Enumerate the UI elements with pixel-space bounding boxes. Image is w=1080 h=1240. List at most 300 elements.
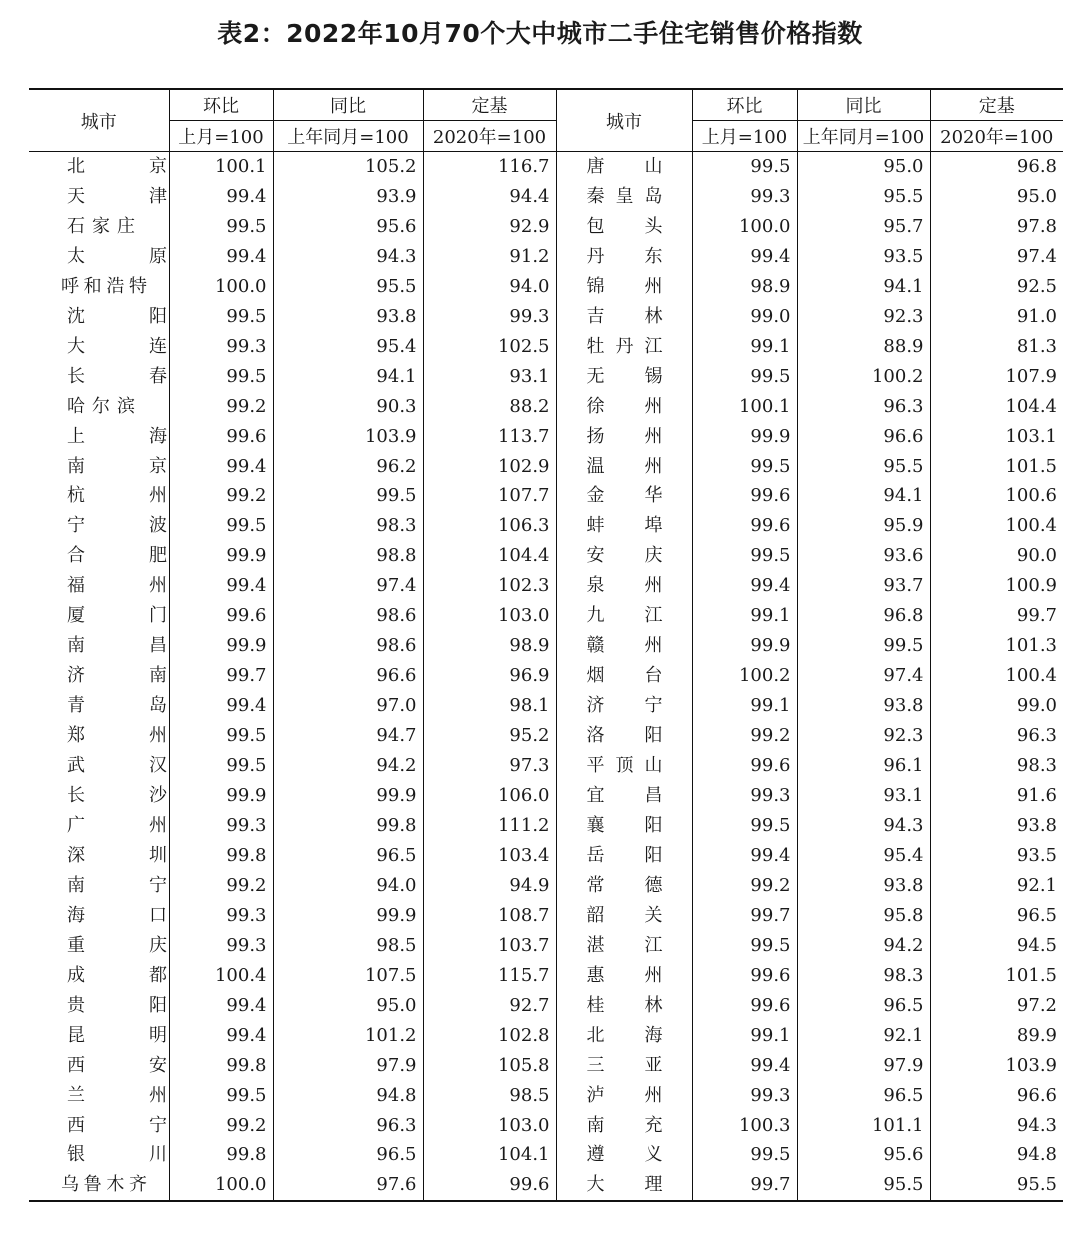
yoy-value-right: 98.3	[797, 961, 930, 991]
mom-value-right: 99.5	[692, 452, 797, 482]
fixed-value-left: 107.7	[423, 481, 556, 511]
yoy-value-left: 93.9	[273, 182, 423, 212]
yoy-value-right: 95.6	[797, 1140, 930, 1170]
city-name-left	[29, 182, 169, 212]
yoy-value-left: 98.3	[273, 511, 423, 541]
header-mom-left: 环比	[169, 89, 273, 121]
mom-value-right: 99.3	[692, 781, 797, 811]
city-label: 石家庄	[67, 215, 135, 237]
mom-value-right: 99.1	[692, 332, 797, 362]
mom-value-left: 100.0	[169, 272, 273, 302]
city-name-right	[556, 1140, 692, 1170]
city-name-right	[556, 781, 692, 811]
city-name-left	[29, 452, 169, 482]
fixed-value-right: 94.5	[930, 931, 1063, 961]
city-label: 北海	[586, 1024, 663, 1046]
city-name-left	[29, 721, 169, 751]
yoy-value-right: 94.2	[797, 931, 930, 961]
city-label: 平顶山	[586, 755, 663, 777]
city-label: 海口	[67, 904, 167, 926]
city-name-left	[29, 1081, 169, 1111]
yoy-value-right: 93.8	[797, 871, 930, 901]
city-name-right	[556, 362, 692, 392]
city-label: 天津	[67, 185, 167, 207]
table-body	[29, 152, 1063, 1202]
header-yoy-left: 同比	[273, 89, 423, 121]
table-row	[29, 601, 1063, 631]
city-label: 合肥	[67, 545, 167, 567]
city-name-left	[29, 571, 169, 601]
table-row	[29, 541, 1063, 571]
fixed-value-left: 108.7	[423, 901, 556, 931]
city-name-left	[29, 481, 169, 511]
mom-value-right: 99.6	[692, 961, 797, 991]
mom-value-right: 99.6	[692, 991, 797, 1021]
fixed-value-left: 98.1	[423, 691, 556, 721]
city-name-left	[29, 781, 169, 811]
yoy-value-right: 92.3	[797, 721, 930, 751]
mom-value-left: 99.5	[169, 212, 273, 242]
city-name-right	[556, 452, 692, 482]
mom-value-left: 99.2	[169, 1111, 273, 1141]
city-name-right	[556, 481, 692, 511]
yoy-value-right: 96.5	[797, 1081, 930, 1111]
mom-value-left: 99.5	[169, 751, 273, 781]
table-row	[29, 511, 1063, 541]
mom-value-right: 99.9	[692, 422, 797, 452]
city-label: 福州	[67, 575, 167, 597]
city-label: 泸州	[586, 1084, 663, 1106]
city-name-left	[29, 691, 169, 721]
table-row	[29, 332, 1063, 362]
yoy-value-left: 99.9	[273, 781, 423, 811]
yoy-value-left: 99.5	[273, 481, 423, 511]
mom-value-right: 98.9	[692, 272, 797, 302]
fixed-value-left: 115.7	[423, 961, 556, 991]
header-fixed-base-right: 2020年=100	[930, 121, 1063, 152]
city-name-right	[556, 1170, 692, 1201]
yoy-value-left: 96.3	[273, 1111, 423, 1141]
city-name-left	[29, 811, 169, 841]
city-label: 沈阳	[67, 305, 167, 327]
table-row	[29, 631, 1063, 661]
city-name-left	[29, 991, 169, 1021]
table-row	[29, 1081, 1063, 1111]
header-fixed-left: 定基	[423, 89, 556, 121]
fixed-value-right: 97.4	[930, 242, 1063, 272]
fixed-value-right: 100.9	[930, 571, 1063, 601]
fixed-value-right: 103.9	[930, 1051, 1063, 1081]
mom-value-left: 99.5	[169, 302, 273, 332]
mom-value-left: 99.4	[169, 182, 273, 212]
fixed-value-left: 94.4	[423, 182, 556, 212]
city-label: 襄阳	[586, 814, 663, 836]
city-name-left	[29, 1111, 169, 1141]
city-name-left	[29, 362, 169, 392]
yoy-value-right: 97.4	[797, 661, 930, 691]
city-label: 赣州	[586, 635, 663, 657]
city-label: 扬州	[586, 425, 663, 447]
yoy-value-right: 95.5	[797, 182, 930, 212]
mom-value-right: 99.3	[692, 1081, 797, 1111]
city-label: 银川	[67, 1144, 167, 1166]
mom-value-left: 99.9	[169, 541, 273, 571]
table-row	[29, 392, 1063, 422]
yoy-value-right: 96.6	[797, 422, 930, 452]
city-name-left	[29, 931, 169, 961]
table-row	[29, 571, 1063, 601]
mom-value-right: 99.2	[692, 871, 797, 901]
city-name-right	[556, 961, 692, 991]
table-row	[29, 1170, 1063, 1201]
table-row	[29, 721, 1063, 751]
city-label: 太原	[67, 245, 167, 267]
city-label: 湛江	[586, 934, 663, 956]
mom-value-left: 99.4	[169, 691, 273, 721]
fixed-value-left: 98.5	[423, 1081, 556, 1111]
mom-value-left: 99.5	[169, 1081, 273, 1111]
fixed-value-left: 92.9	[423, 212, 556, 242]
header-fixed-right: 定基	[930, 89, 1063, 121]
mom-value-left: 99.2	[169, 481, 273, 511]
yoy-value-left: 95.5	[273, 272, 423, 302]
table-row	[29, 242, 1063, 272]
fixed-value-left: 99.3	[423, 302, 556, 332]
yoy-value-left: 94.8	[273, 1081, 423, 1111]
table-header	[29, 89, 1063, 152]
yoy-value-left: 90.3	[273, 392, 423, 422]
city-label: 武汉	[67, 755, 167, 777]
yoy-value-right: 94.3	[797, 811, 930, 841]
mom-value-right: 99.1	[692, 691, 797, 721]
city-label: 西宁	[67, 1114, 167, 1136]
city-name-right	[556, 571, 692, 601]
city-label: 南昌	[67, 635, 167, 657]
city-name-right	[556, 332, 692, 362]
yoy-value-left: 97.0	[273, 691, 423, 721]
city-name-left	[29, 212, 169, 242]
header-city-right: 城市	[556, 89, 692, 152]
city-name-right	[556, 242, 692, 272]
mom-value-left: 99.4	[169, 242, 273, 272]
city-label: 大连	[67, 335, 167, 357]
yoy-value-left: 97.6	[273, 1170, 423, 1201]
table-row	[29, 272, 1063, 302]
yoy-value-left: 96.6	[273, 661, 423, 691]
mom-value-right: 99.9	[692, 631, 797, 661]
city-name-right	[556, 511, 692, 541]
table-row	[29, 691, 1063, 721]
fixed-value-right: 100.4	[930, 661, 1063, 691]
table-row	[29, 1111, 1063, 1141]
fixed-value-right: 98.3	[930, 751, 1063, 781]
city-name-right	[556, 1051, 692, 1081]
city-label: 桂林	[586, 994, 663, 1016]
yoy-value-left: 95.6	[273, 212, 423, 242]
yoy-value-left: 95.4	[273, 332, 423, 362]
city-name-left	[29, 152, 169, 182]
mom-value-left: 99.9	[169, 781, 273, 811]
yoy-value-right: 93.1	[797, 781, 930, 811]
mom-value-left: 99.3	[169, 811, 273, 841]
yoy-value-left: 94.2	[273, 751, 423, 781]
mom-value-left: 99.4	[169, 452, 273, 482]
mom-value-right: 99.6	[692, 511, 797, 541]
mom-value-right: 100.1	[692, 392, 797, 422]
yoy-value-left: 94.7	[273, 721, 423, 751]
fixed-value-right: 99.0	[930, 691, 1063, 721]
yoy-value-left: 99.9	[273, 901, 423, 931]
city-label: 成都	[67, 964, 167, 986]
table-row	[29, 1021, 1063, 1051]
fixed-value-left: 106.0	[423, 781, 556, 811]
city-name-right	[556, 212, 692, 242]
yoy-value-left: 103.9	[273, 422, 423, 452]
mom-value-left: 99.4	[169, 1021, 273, 1051]
city-label: 泉州	[586, 575, 663, 597]
city-label: 温州	[586, 455, 663, 477]
fixed-value-right: 89.9	[930, 1021, 1063, 1051]
city-label: 秦皇岛	[586, 185, 663, 207]
mom-value-left: 99.3	[169, 332, 273, 362]
city-label: 青岛	[67, 695, 167, 717]
mom-value-left: 99.4	[169, 571, 273, 601]
table-row	[29, 661, 1063, 691]
fixed-value-right: 93.8	[930, 811, 1063, 841]
city-label: 南宁	[67, 874, 167, 896]
city-name-left	[29, 1021, 169, 1051]
city-label: 贵阳	[67, 994, 167, 1016]
fixed-value-right: 96.6	[930, 1081, 1063, 1111]
city-label: 牡丹江	[586, 335, 663, 357]
city-label: 深圳	[67, 844, 167, 866]
city-label: 常德	[586, 874, 663, 896]
table-row	[29, 931, 1063, 961]
city-name-left	[29, 961, 169, 991]
yoy-value-right: 95.5	[797, 1170, 930, 1201]
mom-value-right: 99.4	[692, 242, 797, 272]
yoy-value-left: 96.5	[273, 1140, 423, 1170]
fixed-value-right: 92.1	[930, 871, 1063, 901]
fixed-value-left: 91.2	[423, 242, 556, 272]
fixed-value-left: 103.4	[423, 841, 556, 871]
mom-value-right: 99.5	[692, 811, 797, 841]
city-label: 重庆	[67, 934, 167, 956]
yoy-value-left: 99.8	[273, 811, 423, 841]
table-row	[29, 751, 1063, 781]
city-name-right	[556, 302, 692, 332]
city-name-left	[29, 302, 169, 332]
mom-value-right: 99.2	[692, 721, 797, 751]
mom-value-left: 99.6	[169, 422, 273, 452]
table-row	[29, 302, 1063, 332]
city-label: 丹东	[586, 245, 663, 267]
mom-value-right: 99.7	[692, 1170, 797, 1201]
city-label: 蚌埠	[586, 515, 663, 537]
table-row	[29, 991, 1063, 1021]
city-name-left	[29, 242, 169, 272]
city-name-left	[29, 601, 169, 631]
city-name-right	[556, 661, 692, 691]
fixed-value-right: 97.2	[930, 991, 1063, 1021]
city-label: 唐山	[586, 156, 663, 177]
header-mom-right: 环比	[692, 89, 797, 121]
mom-value-right: 99.5	[692, 362, 797, 392]
fixed-value-left: 88.2	[423, 392, 556, 422]
city-label: 包头	[586, 215, 663, 237]
yoy-value-right: 93.7	[797, 571, 930, 601]
yoy-value-right: 94.1	[797, 481, 930, 511]
yoy-value-left: 94.0	[273, 871, 423, 901]
mom-value-left: 99.5	[169, 511, 273, 541]
mom-value-left: 99.3	[169, 931, 273, 961]
city-label: 吉林	[586, 305, 663, 327]
mom-value-left: 99.6	[169, 601, 273, 631]
fixed-value-left: 104.4	[423, 541, 556, 571]
mom-value-right: 99.6	[692, 751, 797, 781]
mom-value-right: 99.3	[692, 182, 797, 212]
table-row	[29, 1140, 1063, 1170]
yoy-value-right: 88.9	[797, 332, 930, 362]
city-name-left	[29, 841, 169, 871]
yoy-value-right: 96.3	[797, 392, 930, 422]
yoy-value-right: 92.1	[797, 1021, 930, 1051]
header-mom-base-left: 上月=100	[169, 121, 273, 152]
fixed-value-right: 101.5	[930, 961, 1063, 991]
yoy-value-left: 94.1	[273, 362, 423, 392]
city-label: 韶关	[586, 904, 663, 926]
city-name-left	[29, 1170, 169, 1201]
city-label: 郑州	[67, 725, 167, 747]
city-name-left	[29, 541, 169, 571]
table-row	[29, 961, 1063, 991]
city-label: 大理	[586, 1174, 663, 1196]
city-name-left	[29, 661, 169, 691]
header-yoy-base-right: 上年同月=100	[797, 121, 930, 152]
city-label: 宜昌	[586, 785, 663, 807]
fixed-value-left: 103.7	[423, 931, 556, 961]
city-label: 南京	[67, 455, 167, 477]
city-name-right	[556, 931, 692, 961]
yoy-value-right: 100.2	[797, 362, 930, 392]
fixed-value-right: 96.5	[930, 901, 1063, 931]
city-label: 锦州	[586, 275, 663, 297]
table-row	[29, 362, 1063, 392]
yoy-value-left: 98.8	[273, 541, 423, 571]
table-row	[29, 901, 1063, 931]
city-name-left	[29, 631, 169, 661]
fixed-value-left: 102.8	[423, 1021, 556, 1051]
fixed-value-right: 95.5	[930, 1170, 1063, 1201]
mom-value-right: 100.3	[692, 1111, 797, 1141]
fixed-value-right: 96.8	[930, 152, 1063, 182]
city-name-left	[29, 1140, 169, 1170]
city-name-right	[556, 272, 692, 302]
yoy-value-right: 95.9	[797, 511, 930, 541]
mom-value-left: 99.5	[169, 721, 273, 751]
fixed-value-left: 99.6	[423, 1170, 556, 1201]
fixed-value-left: 93.1	[423, 362, 556, 392]
yoy-value-left: 107.5	[273, 961, 423, 991]
mom-value-left: 99.2	[169, 392, 273, 422]
mom-value-right: 99.5	[692, 152, 797, 182]
city-name-right	[556, 811, 692, 841]
fixed-value-right: 92.5	[930, 272, 1063, 302]
header-mom-base-right: 上月=100	[692, 121, 797, 152]
mom-value-right: 100.0	[692, 212, 797, 242]
city-name-right	[556, 392, 692, 422]
yoy-value-right: 95.7	[797, 212, 930, 242]
fixed-value-left: 98.9	[423, 631, 556, 661]
yoy-value-right: 93.8	[797, 691, 930, 721]
city-label: 呼和浩特	[61, 275, 147, 297]
fixed-value-left: 94.0	[423, 272, 556, 302]
yoy-value-right: 95.8	[797, 901, 930, 931]
city-name-right	[556, 901, 692, 931]
fixed-value-right: 101.5	[930, 452, 1063, 482]
table-row	[29, 212, 1063, 242]
city-label: 九江	[586, 605, 663, 627]
yoy-value-left: 105.2	[273, 152, 423, 182]
yoy-value-right: 97.9	[797, 1051, 930, 1081]
city-label: 济南	[67, 665, 167, 687]
yoy-value-left: 95.0	[273, 991, 423, 1021]
city-label: 安庆	[586, 545, 663, 567]
fixed-value-left: 104.1	[423, 1140, 556, 1170]
city-label: 济宁	[586, 695, 663, 717]
fixed-value-left: 105.8	[423, 1051, 556, 1081]
fixed-value-right: 96.3	[930, 721, 1063, 751]
city-name-right	[556, 691, 692, 721]
fixed-value-right: 93.5	[930, 841, 1063, 871]
fixed-value-right: 100.4	[930, 511, 1063, 541]
city-label: 徐州	[586, 395, 663, 417]
city-label: 洛阳	[586, 725, 663, 747]
city-name-right	[556, 1021, 692, 1051]
table-row	[29, 182, 1063, 212]
city-name-left	[29, 751, 169, 781]
mom-value-left: 99.8	[169, 1051, 273, 1081]
city-label: 无锡	[586, 365, 663, 387]
city-name-left	[29, 392, 169, 422]
city-label: 遵义	[586, 1144, 663, 1166]
mom-value-right: 99.1	[692, 601, 797, 631]
table-row	[29, 452, 1063, 482]
yoy-value-right: 95.0	[797, 152, 930, 182]
mom-value-right: 99.6	[692, 481, 797, 511]
fixed-value-left: 102.9	[423, 452, 556, 482]
fixed-value-left: 113.7	[423, 422, 556, 452]
fixed-value-left: 111.2	[423, 811, 556, 841]
header-fixed-base-left: 2020年=100	[423, 121, 556, 152]
yoy-value-right: 99.5	[797, 631, 930, 661]
city-label: 西安	[67, 1054, 167, 1076]
city-name-right	[556, 152, 692, 182]
fixed-value-left: 103.0	[423, 601, 556, 631]
city-label: 昆明	[67, 1024, 167, 1046]
yoy-value-right: 95.5	[797, 452, 930, 482]
yoy-value-left: 97.4	[273, 571, 423, 601]
table-row	[29, 811, 1063, 841]
mom-value-right: 99.0	[692, 302, 797, 332]
city-name-right	[556, 871, 692, 901]
yoy-value-left: 98.6	[273, 631, 423, 661]
fixed-value-left: 103.0	[423, 1111, 556, 1141]
fixed-value-left: 92.7	[423, 991, 556, 1021]
fixed-value-right: 95.0	[930, 182, 1063, 212]
mom-value-left: 99.7	[169, 661, 273, 691]
fixed-value-right: 101.3	[930, 631, 1063, 661]
